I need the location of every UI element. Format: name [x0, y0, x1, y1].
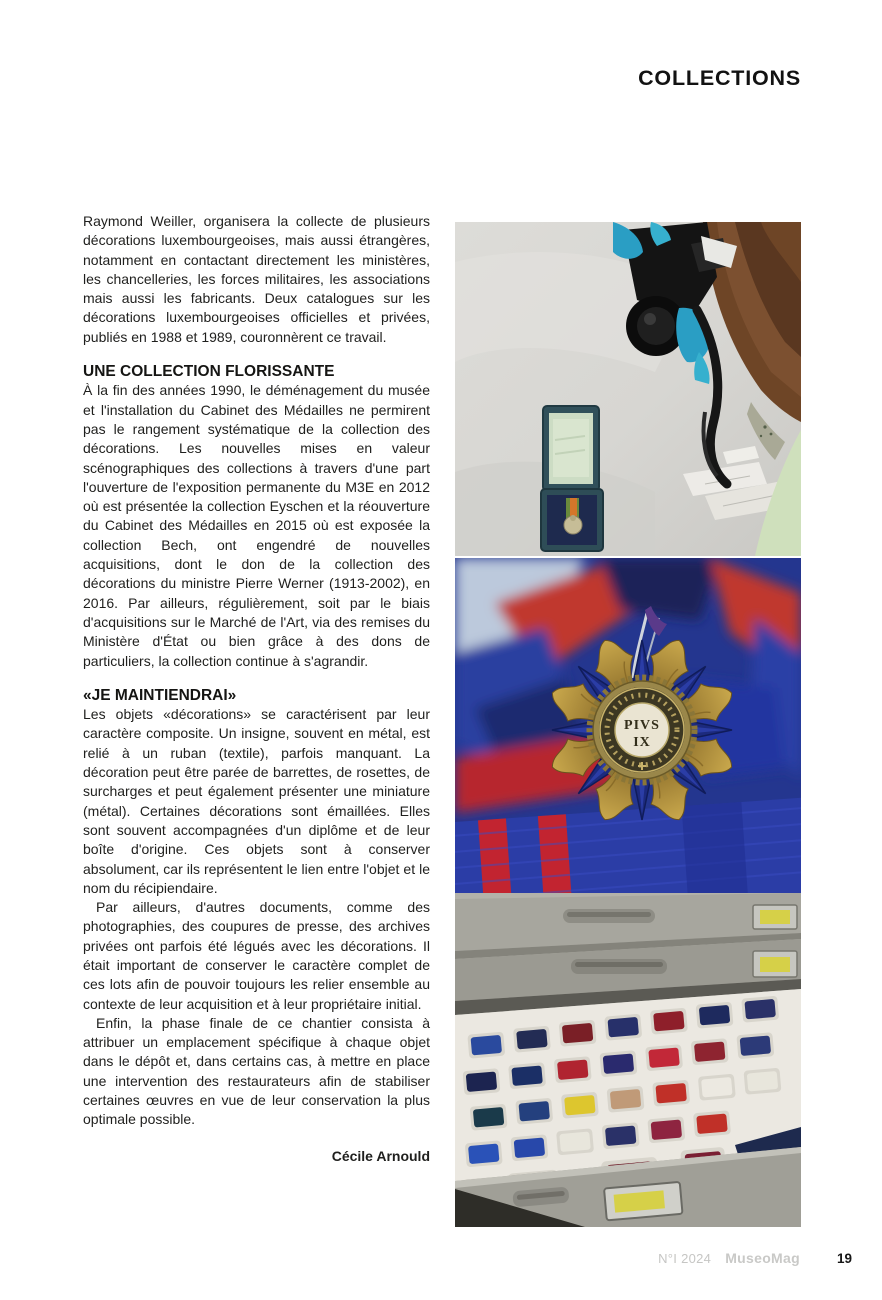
paragraph-florissante: À la fin des années 1990, le déménagement du musée et l'installation du Cabinet des Médailles ne permirent pas le rangement systématique de la collection des décorations. Les nouvelles mises en valeur scénographiques des collections à travers d'une part l'ouverture de l'exposition permanente du M3E en 2012 où est présentée la collection Eyschen et la réouverture du Cabinet des Médailles en 2015 où est exposée la collection Bech, ont engendré de nouvelles acquisitions, dont le don de la collection des décorations du ministre Pierre Werner (1913-2002), en 2016. Par ailleurs, régulièrement, soit par le biais d'acquisitions sur le Marché de l'Art, via des remises du Ministère d'État ou bien grâce à des dons de particuliers, la collection continue à s'agrandir.	[83, 382, 430, 669]
intro-paragraph: Raymond Weiller, organisera la collecte de plusieurs décorations luxembourgeoises, mais aussi étrangères, notamment en contactant directement les ministères, les chancelleries, les forces militaires, les associations mais aussi les fabricants. Deux catalogues sur les décorations luxembourgeoises officielles et privées, publiés en 1988 et 1989, couronnèrent ce travail.	[83, 213, 430, 345]
medal-inscription-line1: PIVS	[624, 718, 660, 733]
photo-medal-storage-drawer	[455, 893, 801, 1227]
paragraph-maintiendrai-3: Enfin, la phase finale de ce chantier consista à attribuer un emplacement spécifique à chaque objet dans le dépôt et, dans certains cas, à mettre en place une intervention des restaurateurs afin de stabiliser certaines œuvres en vue de leur conservation la plus optimale possible.	[83, 1014, 430, 1128]
photo-photographing-medal	[455, 222, 801, 556]
medal-box	[541, 406, 603, 551]
magazine-name: MuseoMag	[725, 1250, 800, 1266]
paragraph-maintiendrai-1: Les objets «décorations» se caractérisent par leur caractère composite. Un insigne, souvent en métal, est relié à un ruban (textile), parfois manquant. La décoration peut être parée de barrettes, de rosettes, de surcharges et peut également présenter une miniature (métal). Certaines décorations sont émaillées. Elles sont souvent accompagnées d'un diplôme et de leur boîte d'origine. Ces objets sont à conserver absolument, car ils représentent le lien entre l'objet et le nom du récipiendaire.	[83, 706, 430, 896]
paragraph-maintiendrai-2: Par ailleurs, d'autres documents, comme des photographies, des coupures de presse, des archives privées ont parfois été légués avec les décorations. Il était important de conserver le caractère complet de ces lots afin de pouvoir toujours les relier ensemble au contexte de leur acquisition et à leur propriétaire initial.	[83, 899, 430, 1012]
issue-label: N°I 2024	[658, 1251, 712, 1266]
drawer-label-1	[753, 905, 797, 929]
page-number: 19	[836, 1251, 852, 1266]
article-text-column	[83, 212, 430, 1166]
drawer-label-2	[753, 951, 797, 977]
section-heading-florissante: UNE COLLECTION FLORISSANTE	[83, 363, 335, 381]
photo-pius-ix-decoration	[455, 558, 801, 893]
byline: Cécile Arnould	[331, 1147, 430, 1164]
medal-inscription-line2: IX	[633, 735, 651, 750]
page-footer	[0, 1250, 852, 1266]
section-label: COLLECTIONS	[638, 66, 801, 90]
section-heading-maintiendrai: «JE MAINTIENDRAI»	[83, 686, 237, 704]
